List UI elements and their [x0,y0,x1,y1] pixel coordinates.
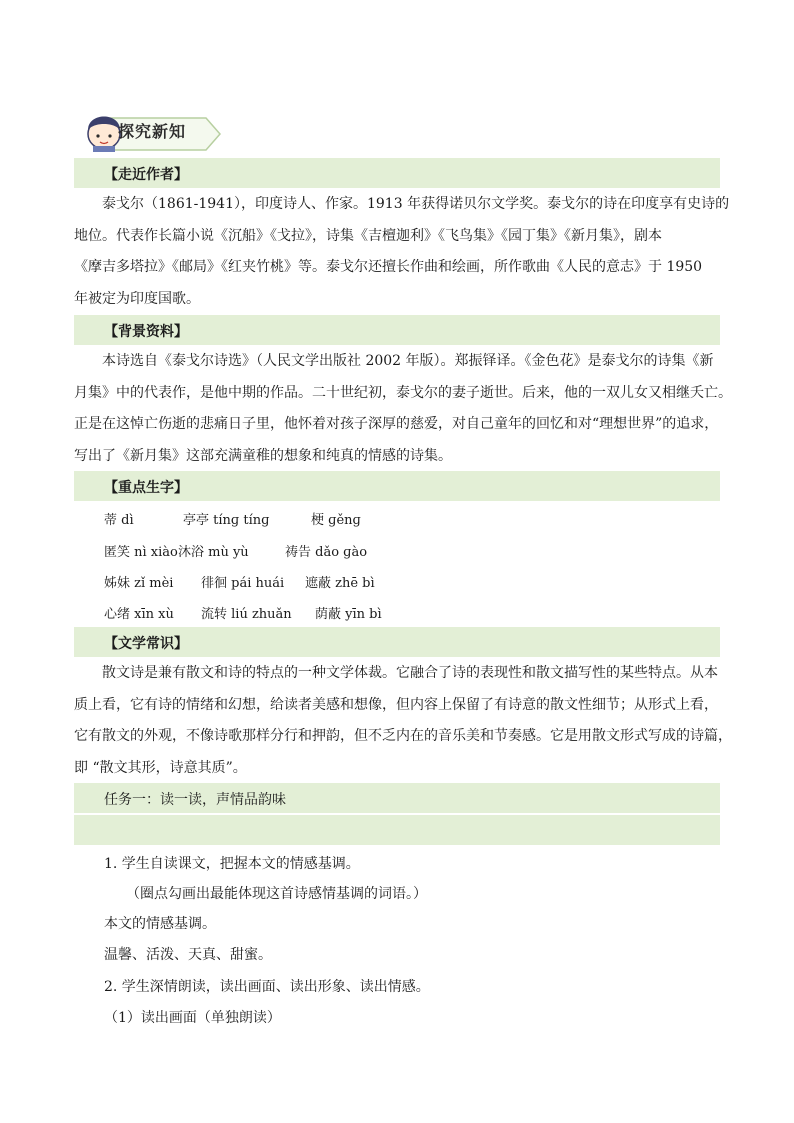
section-title: 探究新知 [118,122,187,141]
literature-heading: 【文学常识】 [104,636,188,652]
background-line: 本诗选自《泰戈尔诗选》（人民文学出版社 2002 年版）。郑振铎译。《金色花》是泰戈尔的诗集《新 [102,353,714,369]
author-paragraph [74,189,730,315]
item-1: 1. 学生自读课文，把握本文的情感基调。 [104,856,360,872]
literature-line: 即 “散文其形，诗意其质”。 [74,759,247,776]
task-heading: 任务一：读一读，声情品韵味 [104,792,286,808]
char-item: 梗 ɡěnɡ [311,513,361,528]
literature-paragraph [74,658,732,784]
literature-line: 质上看，它有诗的情绪和幻想，给读者美感和想像，但内容上保留了有诗意的散文性细节；从形式上看， [74,696,718,713]
char-item: 亭亭 tínɡ tínɡ [183,513,270,528]
author-line: 年被定为印度国歌。 [74,290,200,307]
char-item: 遮蔽 zhē bì [305,576,375,591]
emotion-label: 本文的情感基调。 [104,916,216,932]
background-line: 月集》中的代表作，是他中期的作品。二十世纪初，泰戈尔的妻子逝世。后来，他的一双儿女又相继夭亡。 [74,384,732,401]
background-line: 写出了《新月集》这部充满童稚的想象和纯真的情感的诗集。 [74,447,452,464]
author-heading: 【走近作者】 [104,167,188,183]
background-line: 正是在这悼亡伤逝的悲痛日子里，他怀着对孩子深厚的慈爱，对自己童年的回忆和对“理想世界”的追求， [74,416,719,432]
char-item: 荫蔽 yīn bì [315,607,382,622]
literature-line: 散文诗是兼有散文和诗的特点的一种文学体裁。它融合了诗的表现性和散文描写性的某些特点。从本 [102,665,718,681]
char-item: 蒂 dì [104,513,134,528]
task-band-empty [74,814,720,845]
char-item: 匿笑 nì xiào [104,545,178,560]
background-heading: 【背景资料】 [104,324,188,340]
author-line: 地位。代表作长篇小说《沉船》《戈拉》，诗集《吉檀迦利》《飞鸟集》《园丁集》《新月集》，剧本 [74,227,662,244]
char-item: 心绪 xīn xù [104,607,174,622]
item-2-sub-1: （1）读出画面（单独朗读） [104,1010,281,1026]
item-1-note: （圈点勾画出最能体现这首诗感情基调的词语。） [126,886,427,902]
emotion-value: 温馨、活泼、天真、甜蜜。 [104,947,272,963]
literature-line: 它有散文的外观，不像诗歌那样分行和押韵，但不乏内在的音乐美和节奏感。它是用散文形式写成的诗篇， [74,728,732,744]
char-item: 沐浴 mù yù [178,545,249,560]
background-paragraph [74,346,732,472]
char-item: 祷告 dǎo ɡào [285,545,368,560]
char-item: 姊妹 zǐ mèi [104,576,174,591]
characters-heading: 【重点生字】 [104,480,188,496]
item-2: 2. 学生深情朗读，读出画面、读出形象、读出情感。 [104,979,430,995]
author-line: 《摩吉多塔拉》《邮局》《红夹竹桃》等。泰戈尔还擅长作曲和绘画，所作歌曲《人民的意志》于 1950 [74,259,703,275]
author-line: 泰戈尔（1861-1941），印度诗人、作家。1913 年获得诺贝尔文学奖。泰戈尔的诗在印度享有史诗的 [102,196,730,212]
char-item: 徘徊 pái huái [201,576,285,591]
char-item: 流转 liú zhuǎn [201,607,292,622]
